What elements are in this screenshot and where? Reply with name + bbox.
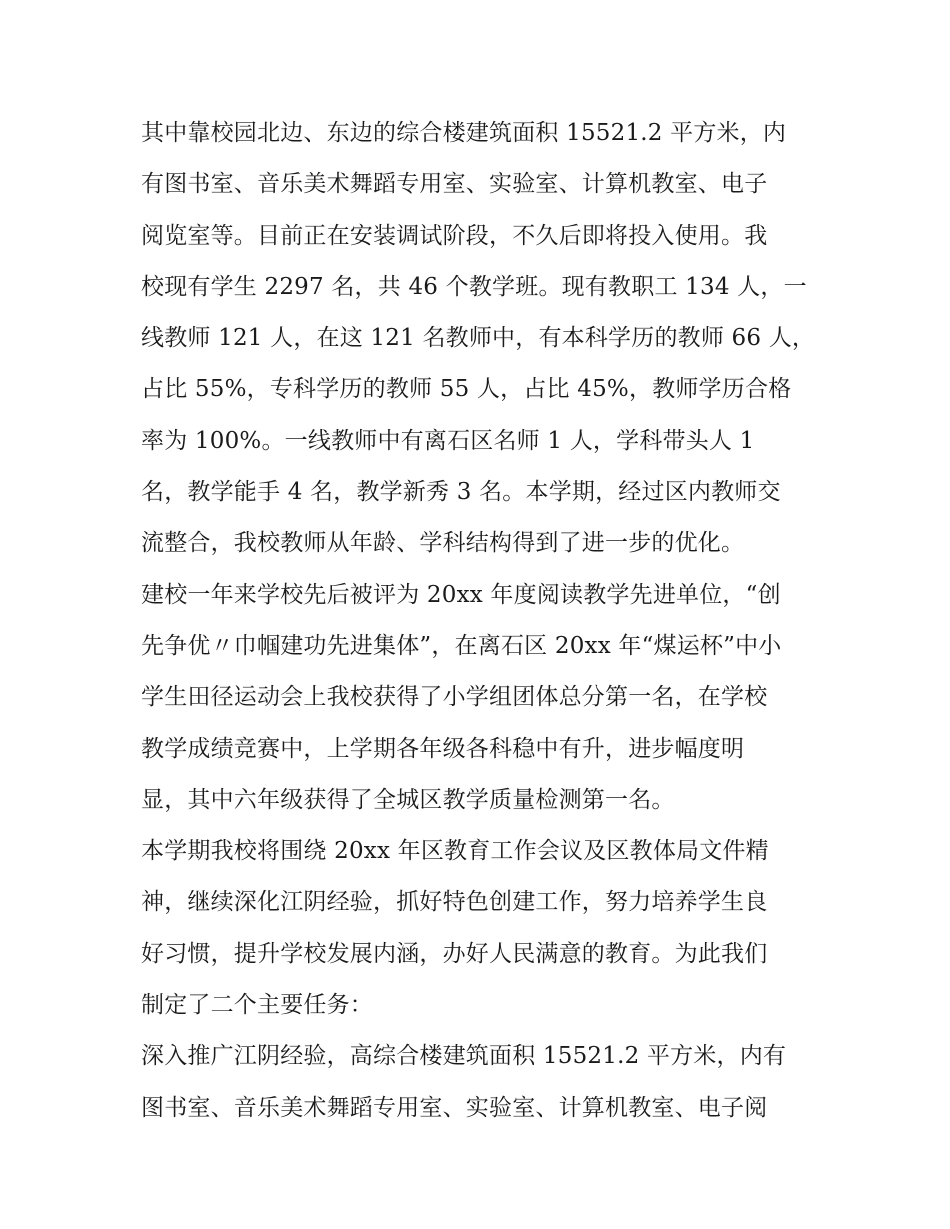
text-line: 阅览室等。目前正在安装调试阶段，不久后即将投入使用。我 xyxy=(141,222,768,249)
text-line: 深入推广江阴经验，高综合楼建筑面积 15521.2 平方米，内有 xyxy=(141,1043,787,1070)
body-text xyxy=(141,108,821,1134)
text-line: 制定了二个主要任务： xyxy=(141,992,373,1019)
text-line: 图书室、音乐美术舞蹈专用室、实验室、计算机教室、电子阅 xyxy=(141,1094,768,1121)
text-line: 占比 55%，专科学历的教师 55 人，占比 45%，教师学历合格 xyxy=(141,376,792,403)
text-line: 学生田径运动会上我校获得了小学组团体总分第一名，在学校 xyxy=(141,684,768,711)
text-line: 先争优〃巾帼建功先进集体”，在离石区 20xx 年“煤运杯”中小 xyxy=(141,632,782,659)
text-line: 建校一年来学校先后被评为 20xx 年度阅读教学先进单位，“创 xyxy=(141,581,781,608)
text-line: 率为 100%。一线教师中有离石区名师 1 人，学科带头人 1 xyxy=(141,427,755,454)
text-line: 其中靠校园北边、东边的综合楼建筑面积 15521.2 平方米，内 xyxy=(141,120,787,146)
text-line: 有图书室、音乐美术舞蹈专用室、实验室、计算机教室、电子 xyxy=(141,171,768,198)
text-line: 教学成绩竞赛中，上学期各年级各科稳中有升，进步幅度明 xyxy=(141,735,745,762)
text-line: 流整合，我校教师从年龄、学科结构得到了进一步的优化。 xyxy=(141,530,745,557)
text-line: 校现有学生 2297 名，共 46 个教学班。现有教职工 134 人，一 xyxy=(141,273,807,300)
text-line: 名，教学能手 4 名，教学新秀 3 名。本学期，经过区内教师交 xyxy=(141,479,781,506)
text-line: 本学期我校将围绕 20xx 年区教育工作会议及区教体局文件精 xyxy=(141,838,769,865)
text-line: 神，继续深化江阴经验，抓好特色创建工作，努力培养学生良 xyxy=(141,889,768,916)
text-line: 线教师 121 人，在这 121 名教师中，有本科学历的教师 66 人， xyxy=(141,325,816,352)
text-line: 显，其中六年级获得了全城区教学质量检测第一名。 xyxy=(141,786,675,813)
text-line: 好习惯，提升学校发展内涵，办好人民满意的教育。为此我们 xyxy=(141,940,768,967)
